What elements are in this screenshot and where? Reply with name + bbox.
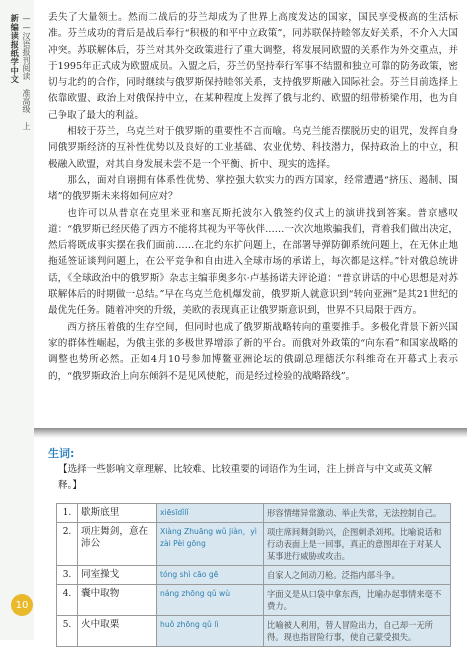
- book-subtitle: ——汉语报刊阅读 准高级 上: [22, 14, 31, 130]
- vocab-definition: 字面义是从口袋中拿东西，比喻办起事情来毫不费力。: [264, 585, 451, 616]
- vocab-num: 2.: [57, 523, 78, 566]
- vocab-table: [56, 503, 451, 647]
- sidebar: [0, 0, 34, 640]
- paragraph: 那么，面对自诩拥有体系性优势、掌控强大软实力的西方国家，经常遭遇“挤压、遏制、围堵”的俄罗斯未来将如何应对？: [48, 174, 458, 203]
- table-row: [57, 523, 451, 566]
- article-body: [48, 10, 458, 385]
- vocab-word: 项庄舞剑，意在沛公: [78, 523, 157, 566]
- paragraph: 相较于芬兰，乌克兰对于俄罗斯的重要性不言而喻。乌克兰能否摆脱历史的诅咒，发挥自身同俄罗斯经济的互补性优势以及良好的工业基础、农业优势、科技潜力，保持政治上的中立，积极融入欧盟，对其自身发展未尝不是一个平衡、折中、现实的选择。: [48, 126, 458, 170]
- table-row: [57, 504, 451, 523]
- vocab-word: 火中取栗: [78, 616, 157, 647]
- vocab-definition: 形容情绪异常激动、举止失常，无法控制自己。: [264, 504, 451, 523]
- vocab-num: 3.: [57, 566, 78, 585]
- vocab-definition: 比喻被人利用，替人冒险出力，自己却一无所得。现也指冒险行事，使自己蒙受损失。: [264, 616, 451, 647]
- book-title: 新编读报纸学中文: [10, 14, 21, 84]
- vocab-definition: 项庄席间舞剑助兴，企图刺杀刘邦。比喻说话和行动表面上是一回事，真正的意图却在于对某人某事进行威胁或攻击。: [264, 523, 451, 566]
- vocab-title: 生词:: [48, 447, 75, 460]
- paragraph: 也许可以从普京在克里米亚和塞瓦斯托波尔入俄签约仪式上的演讲找到答案。普京感叹道：“俄罗斯已经厌倦了西方不能将其视为平等伙伴……一次次地欺骗我们，背着我们做出决定，然后将既成事实摆在我们面前……在北约东扩问题上，在部署导弹防御系统问题上，在无休止地拖延签证谈判问题上，在公平竞争和自由进入全球市场的承诺上，每次都是这样。”针对俄总统讲话，《全球政治中的俄罗斯》杂志主编菲奥多尔·卢基扬诺夫评论道：“普京讲话的中心思想是对苏联解体后的时期做一总结。”早在乌克兰危机爆发前，俄罗斯人就意识到“转向亚洲”是其21世纪的最优先任务。随着冲突的升级，美欧的表现真正让俄罗斯意识到，世界不只局限于西方。: [48, 207, 458, 317]
- vocab-pinyin: huǒ zhōng qǔ lì: [157, 616, 264, 647]
- table-row: [57, 566, 451, 585]
- vocab-word: 同室操戈: [78, 566, 157, 585]
- vocab-num: 1.: [57, 504, 78, 523]
- vocab-pinyin: náng zhōng qǔ wù: [157, 585, 264, 616]
- vocab-note: 【选择一些影响文章理解、比较难、比较重要的词语作为生词，注上拼音与中文或英文解释。】: [58, 464, 433, 491]
- vocab-num: 5.: [57, 616, 78, 647]
- paragraph: 西方挤压着俄的生存空间，但同时也成了俄罗斯战略转向的重要推手。多极化背景下新兴国家的群体性崛起，为俄主张的多极世界增添了新的平台。而俄对外政策的“向东看”和国家战略的调整也势所必然。正如4月10号参加博鳌亚洲论坛的俄副总理德沃尔科维奇在开幕式上表示的，“俄罗斯政治上向东倾斜不是见风使舵，而是经过检验的战略路线”。: [48, 321, 458, 382]
- vocab-pinyin: tóng shì cāo gē: [157, 566, 264, 585]
- table-row: [57, 585, 451, 616]
- paragraph: 丢失了大量领土。然而二战后的芬兰却成为了世界上高度发达的国家，国民享受极高的生活标准。芬兰成功的背后是战后奉行“积极的和平中立政策”，同苏联保持睦邻友好关系，不介入大国冲突。苏联解体后，芬兰对其外交政策进行了重大调整，将发展同欧盟的关系作为外交重点，并于1995年正式成为欧盟成员。入盟之后，芬兰仍坚持奉行军事不结盟和独立可靠的防务政策，密切与北约的合作，同时继续与俄罗斯保持睦邻关系，支持俄罗斯融入国际社会。芬兰目前选择上依靠欧盟、政治上对俄保持中立，在某种程度上发挥了俄与北约、欧盟的纽带桥梁作用，也为自己争取了最大的利益。: [48, 12, 458, 121]
- section-divider: [34, 428, 467, 438]
- vocab-definition: 自家人之间动刀枪。泛指内部斗争。: [264, 566, 451, 585]
- vocab-pinyin: Xiàng Zhuāng wǔ jiàn，yì zài Pèi gōng: [157, 523, 264, 566]
- table-row: [57, 616, 451, 647]
- vocab-pinyin: xiēsīdǐlǐ: [157, 504, 264, 523]
- vocab-word: 歇斯底里: [78, 504, 157, 523]
- page-number: 10: [11, 594, 33, 616]
- vocab-word: 囊中取物: [78, 585, 157, 616]
- vocab-num: 4.: [57, 585, 78, 616]
